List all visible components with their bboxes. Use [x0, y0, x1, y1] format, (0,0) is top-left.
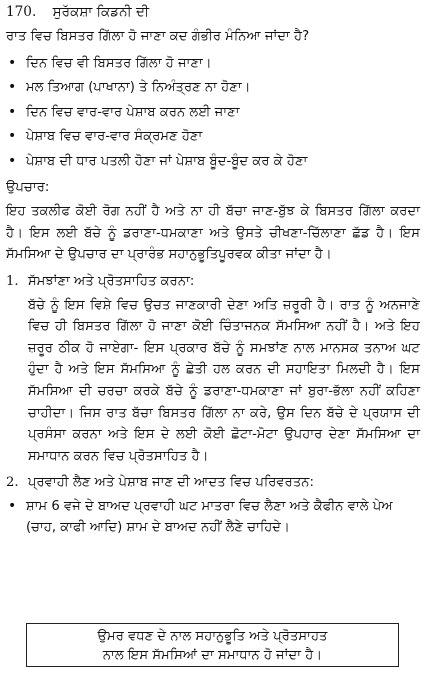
bullet-icon: •	[8, 128, 17, 145]
note-box	[26, 623, 399, 667]
list-item	[6, 53, 420, 75]
symptom-list	[6, 53, 420, 173]
section-2-heading	[6, 472, 420, 494]
bullet-icon: •	[8, 497, 17, 514]
list-item-text: ਦਿਨ ਵਿਚ ਵਾਰ-ਵਾਰ ਪੇਸ਼ਾਬ ਕਰਨ ਲਈ ਜਾਣਾ	[26, 104, 240, 120]
section-title: ਪ੍ਰਵਾਹੀ ਲੈਣ ਅਤੇ ਪੇਸ਼ਾਬ ਜਾਣ ਦੀ ਆਦਤ ਵਿਚ ਪਰਿਵਰਤਨ:	[28, 475, 314, 491]
list-item-text: ਮਲ ਤਿਆਗ (ਪਾਖਾਨਾ) ਤੇ ਨਿਅੰਤ੍ਰਣ ਨਾ ਹੋਣਾ।	[26, 80, 251, 96]
page-header	[6, 2, 420, 26]
bullet-icon: •	[8, 103, 17, 120]
list-item	[6, 77, 420, 99]
bullet-icon: •	[8, 54, 17, 71]
page-number: 170.	[6, 4, 37, 20]
list-item	[6, 102, 420, 124]
treatment-intro: ਇਹ ਤਕਲੀਫ ਕੋਈ ਰੋਗ ਨਹੀਂ ਹੈ ਅਤੇ ਨਾ ਹੀ ਬੱਚਾ ਜਾਣ-ਬੁੱਝ ਕੇ ਬਿਸਤਰ ਗਿੱਲਾ ਕਰਦਾ ਹੈ। ਇਸ ਲਈ ਬੱਚੇ ਨੂੰ ਡਰਾਣਾ-ਧਮਕਾਣਾ ਅਤੇ ਉਸਤੇ ਚੀਖਣਾ-ਚਿੱਲਾਣਾ ਛੱਡ ਹੈ। ਇਸ ਸੱਮਸਿਆ ਦੇ ਉਪਚਾਰ ਦਾ ਪ੍ਰਾਰੰਭ ਸਹਾਨੁਭੂਤਿਪੂਰਵਕ ਕੀਤਾ ਜਾਂਦਾ ਹੈ।	[6, 204, 420, 263]
list-item	[6, 496, 420, 539]
treatment-heading: ਉਪਚਾਰ:	[6, 179, 50, 195]
list-item-text: ਦਿਨ ਵਿਚ ਵੀ ਬਿਸਤਰ ਗਿੱਲਾ ਹੋ ਜਾਣਾ।	[26, 55, 212, 71]
section-number: 1.	[6, 273, 19, 289]
note-line: ਨਾਲ ਇਸ ਸੱਮਸਿਆਂ ਦਾ ਸਮਾਧਾਨ ਹੋ ਜਾਂਦਾ ਹੈ।	[102, 648, 323, 663]
section-1-heading	[6, 271, 420, 293]
list-item	[6, 151, 420, 173]
bullet-icon: •	[8, 79, 17, 96]
section-number: 2.	[6, 475, 19, 491]
section-title: ਸੱਮਝਾਂਣਾ ਅਤੇ ਪ੍ਰੋਤਸਾਹਿਤ ਕਰਨਾ:	[28, 273, 195, 289]
section-1-body: ਬੱਚੇ ਨੂੰ ਇਸ ਵਿਸ਼ੇ ਵਿਚ ਉਚਤ ਜਾਣਕਾਰੀ ਦੇਣਾ ਅਤਿ ਜ਼ਰੂਰੀ ਹੈ। ਰਾਤ ਨੂੰ ਅਨਜਾਣੇ ਵਿਚ ਹੀ ਬਿਸਤਰ ਗਿੱਲਾ ਹੋ ਜਾਣਾ ਕੋਈ ਚਿੰਤਾਜਨਕ ਸੱਮਸਿਆ ਨਹੀਂ ਹੈ। ਅਤੇ ਇਹ ਜ਼ਰੂਰ ਠੀਕ ਹੋ ਜਾਏਗਾ- ਇਸ ਪ੍ਰਕਾਰ ਬੱਚੇ ਨੂੰ ਸਮਝਾਂਣ ਨਾਲ ਮਾਨਸਕ ਤਨਾਅ ਘਟ ਹੁੰਦਾ ਹੈ ਅਤੇ ਇਸ ਸੱਮਸਿਆ ਨੂੰ ਛੇਤੀ ਹਲ ਕਰਨ ਦੀ ਸਹਾਇਤਾ ਮਿਲਦੀ ਹੈ। ਇਸ ਸੱਮਸਿਆ ਦੀ ਚਰਚਾ ਕਰਕੇ ਬੱਚੇ ਨੂੰ ਡਰਾਣਾ-ਧਮਕਾਣਾ ਜਾਂ ਬੁਰਾ-ਭੱਲਾ ਨਹੀਂ ਕਹਿਣਾ ਚਾਹੀਦਾ। ਜਿਸ ਰਾਤ ਬੱਚਾ ਬਿਸਤਰ ਗਿੱਲਾ ਨਾ ਕਰੇ, ਉਸ ਦਿਨ ਬੱਚੇ ਦੇ ਪ੍ਰਯਾਸ ਦੀ ਪ੍ਰਸੰਸਾ ਕਰਨਾ ਅਤੇ ਇਸ ਦੇ ਲਈ ਕੋਈ ਛੋਟਾ-ਮੋਟਾ ਉਪਹਾਰ ਦੇਣਾ ਸੱਮਸਿਆ ਦਾ ਸਮਾਧਾਨ ਕਰਨ ਵਿਚ ਪ੍ਰੋਤਸਾਹਿਤ ਹੈ।	[28, 297, 420, 464]
running-title: ਸੁਰੱਕਸ਼ਾ ਕਿਡਨੀ ਦੀ	[52, 4, 150, 20]
list-item-text: ਸ਼ਾਮ 6 ਵਜੇ ਦੇ ਬਾਅਦ ਪ੍ਰਵਾਹੀ ਘਟ ਮਾਤਰਾ ਵਿਚ ਲੈਣਾ ਅਤੇ ਕੈਫੀਨ ਵਾਲੇ ਪੇਅ (ਚਾਹ, ਕਾਫੀ ਆਦਿ) ਸ਼ਾਮ ਦੇ ਬਾਅਦ ਨਹੀਂ ਲੈਣੇ ਚਾਹਿਦੇ।	[26, 498, 393, 536]
section-2-list	[6, 496, 420, 539]
bullet-icon: •	[8, 152, 17, 169]
list-item-text: ਪੇਸ਼ਾਬ ਵਿਚ ਵਾਰ-ਵਾਰ ਸੰਕ੍ਰਮਣ ਹੋਣਾ	[26, 129, 203, 145]
question-heading: ਰਾਤ ਵਿਚ ਬਿਸਤਰ ਗਿੱਲਾ ਹੋ ਜਾਣਾ ਕਦ ਗੰਭੀਰ ਮੰਨਿਆ ਜਾਂਦਾ ਹੈ?	[6, 29, 310, 44]
list-item	[6, 126, 420, 148]
note-line: ਉਮਰ ਵਧਣ ਦੇ ਨਾਲ ਸਹਾਨੁਭੂਤਿ ਅਤੇ ਪ੍ਰੋਤਸਾਹਤ	[97, 629, 328, 644]
list-item-text: ਪੇਸ਼ਾਬ ਦੀ ਧਾਰ ਪਤਲੀ ਹੋਣਾ ਜਾਂ ਪੇਸ਼ਾਬ ਬੂੰਦ-ਬੂੰਦ ਕਰ ਕੇ ਹੋਣਾ	[26, 153, 308, 169]
